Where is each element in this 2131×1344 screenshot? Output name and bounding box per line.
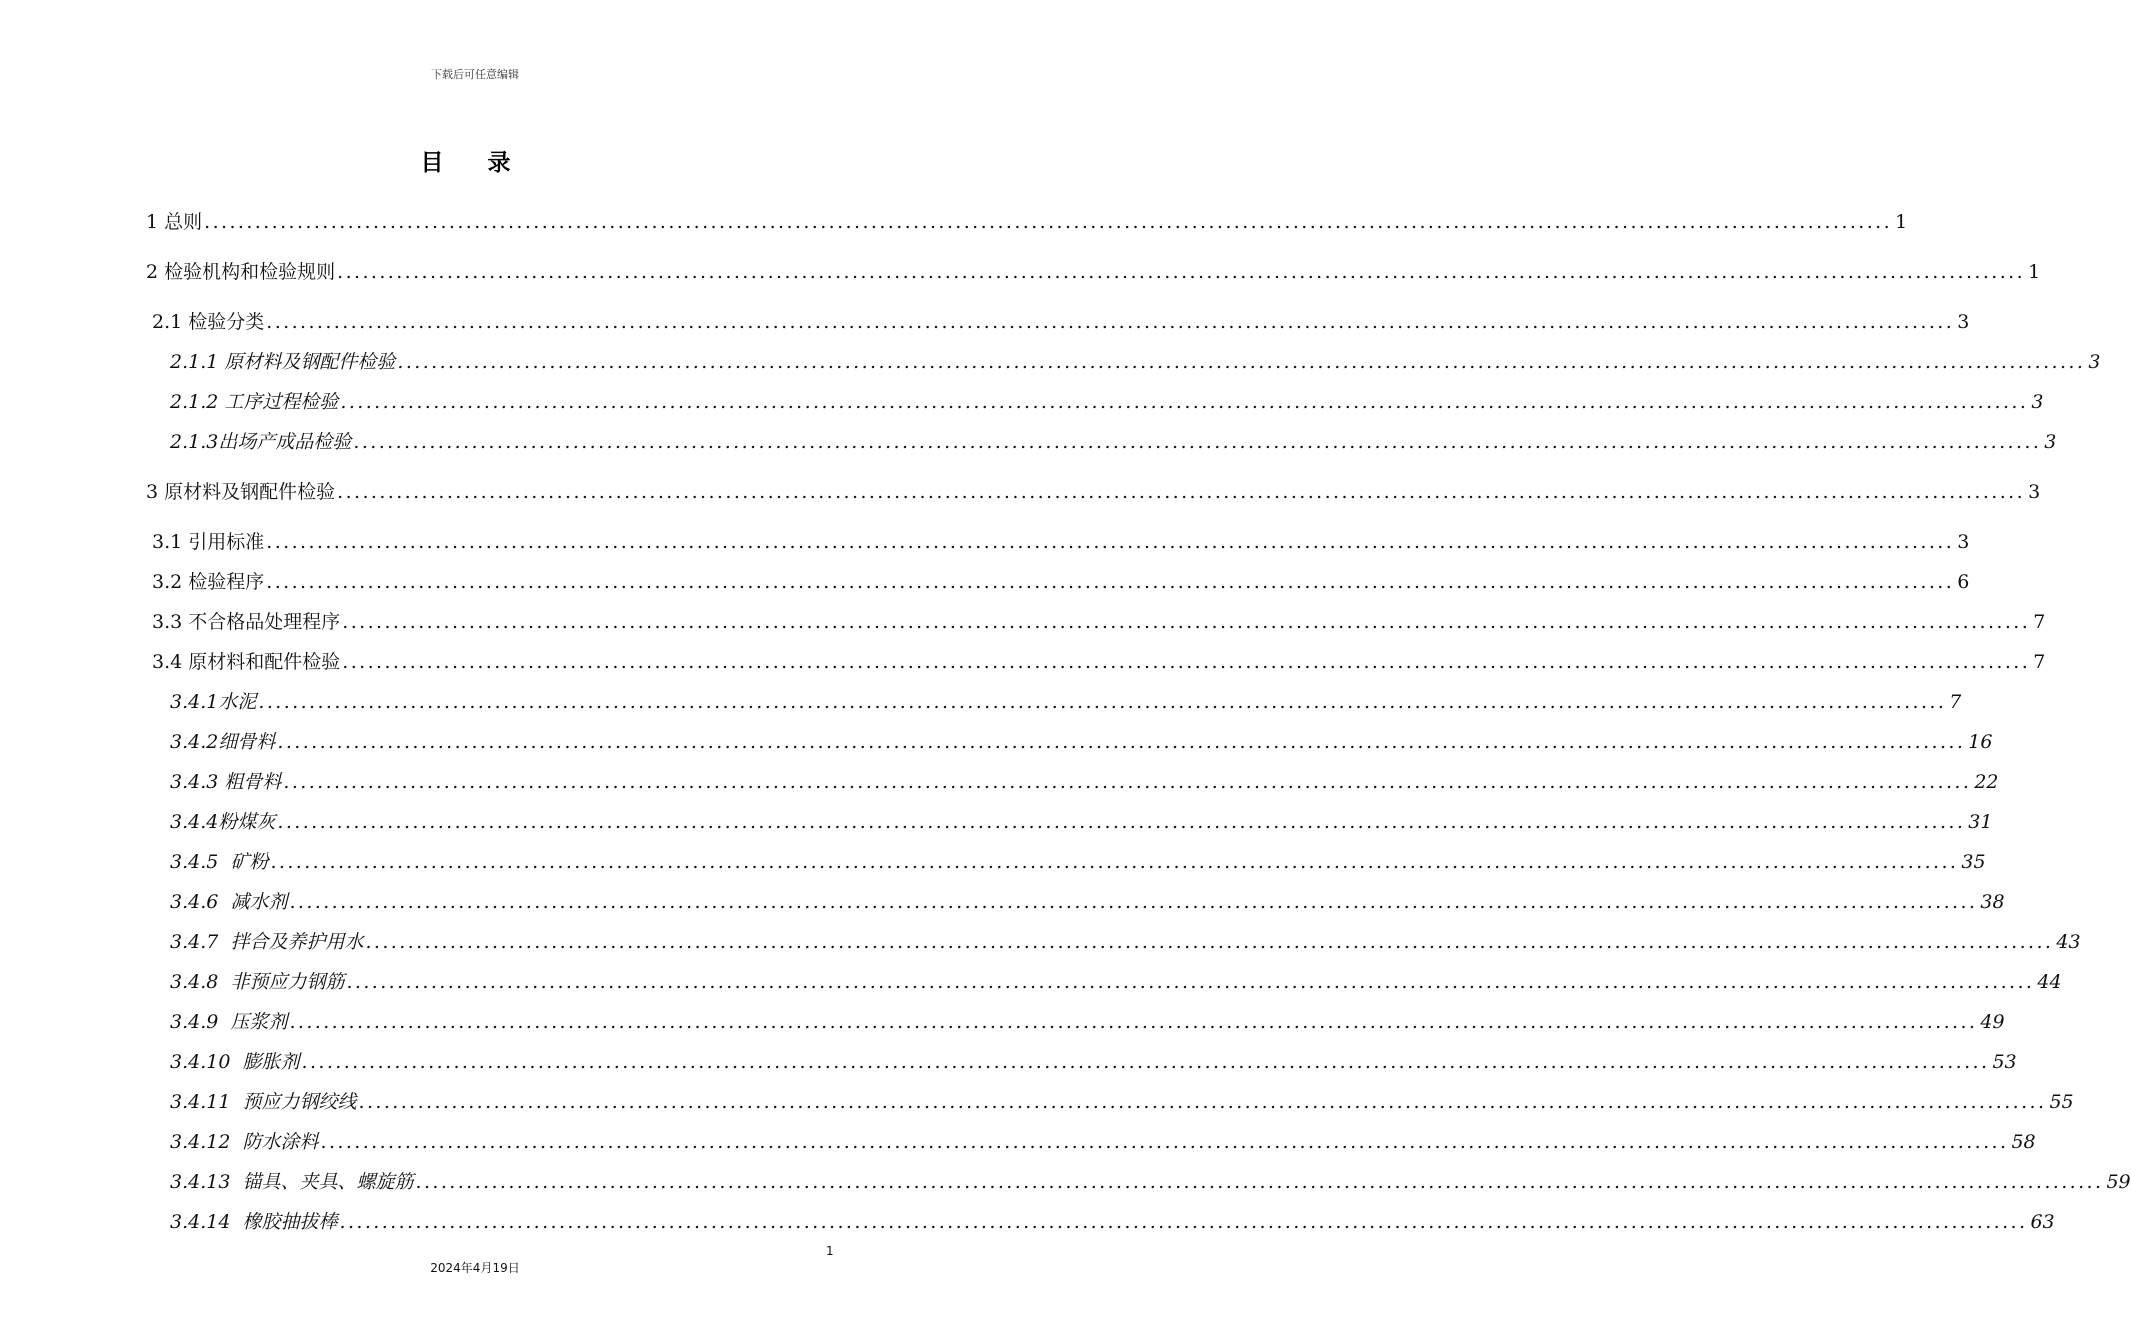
toc-dot-leader: ........................................................................................................................................................................................................ [277, 811, 1966, 833]
toc-entry-number: 3.4.11 [170, 1091, 243, 1113]
toc-entry-label: 原材料及钢配件检验 [224, 351, 396, 373]
toc-entry-label: 检验程序 [188, 571, 265, 593]
toc-entry-label: 检验机构和检验规则 [164, 261, 336, 283]
toc-entry[interactable] [152, 649, 2046, 675]
toc-entry-number: 3.4.4 [170, 811, 219, 833]
toc-entry-page: 7 [2033, 651, 2046, 673]
toc-entry-number: 3.4.6 [170, 891, 231, 913]
toc-entry[interactable] [170, 349, 2101, 375]
toc-entry-page: 35 [1961, 851, 1986, 873]
toc-dot-leader: ........................................................................................................................................................................................................ [266, 311, 1955, 333]
toc-entry-page: 31 [1968, 811, 1993, 833]
toc-entry[interactable] [170, 689, 1962, 715]
toc-entry-page: 55 [2049, 1091, 2074, 1113]
toc-entry-label: 检验分类 [188, 311, 265, 333]
toc-dot-leader: ........................................................................................................................................................................................................ [415, 1171, 2104, 1193]
toc-entry-label: 水泥 [218, 691, 257, 713]
toc-dot-leader: ........................................................................................................................................................................................................ [283, 771, 1972, 793]
toc-entry-number: 1 [146, 211, 165, 233]
toc-dot-leader: ........................................................................................................................................................................................................ [397, 351, 2086, 373]
toc-dot-leader: ........................................................................................................................................................................................................ [337, 481, 2026, 503]
toc-entry-page: 7 [2033, 611, 2046, 633]
toc-entry-page: 1 [1895, 211, 1908, 233]
toc-entry-number: 2.1.2 [170, 391, 225, 413]
toc-entry-number: 3.2 [152, 571, 189, 593]
toc-entry-page: 3 [1957, 531, 1970, 553]
toc-entry-number: 2.1.1 [170, 351, 225, 373]
toc-dot-leader: ........................................................................................................................................................................................................ [277, 731, 1966, 753]
toc-dot-leader: ........................................................................................................................................................................................................ [340, 391, 2029, 413]
toc-entry-page: 3 [2044, 431, 2057, 453]
toc-entry-number: 3.4.13 [170, 1171, 243, 1193]
toc-entry[interactable] [170, 1049, 2017, 1075]
toc-entry-label: 矿粉 [230, 851, 269, 873]
toc-entry[interactable] [152, 529, 1970, 555]
toc-entry-page: 7 [1949, 691, 1962, 713]
toc-entry-label: 引用标准 [188, 531, 265, 553]
toc-entry[interactable] [170, 769, 1999, 795]
toc-entry[interactable] [146, 259, 2041, 285]
toc-entry-label: 总则 [164, 211, 203, 233]
toc-entry[interactable] [152, 569, 1970, 595]
toc-entry-label: 非预应力钢筋 [230, 971, 345, 993]
toc-dot-leader: ........................................................................................................................................................................................................ [266, 531, 1955, 553]
toc-entry-label: 工序过程检验 [224, 391, 339, 413]
toc-entry-number: 3.4.12 [170, 1131, 243, 1153]
toc-entry-page: 44 [2037, 971, 2062, 993]
toc-entry-number: 3.4.7 [170, 931, 231, 953]
toc-entry-page: 58 [2011, 1131, 2036, 1153]
toc-entry-number: 3 [146, 481, 165, 503]
toc-entry-label: 拌合及养护用水 [230, 931, 364, 953]
toc-entry-label: 锚具、夹具、螺旋筋 [242, 1171, 414, 1193]
toc-entry[interactable] [170, 389, 2044, 415]
toc-entry[interactable] [170, 429, 2057, 455]
toc-entry-number: 3.3 [152, 611, 189, 633]
toc-entry-page: 3 [2028, 481, 2041, 503]
toc-entry-number: 3.1 [152, 531, 189, 553]
toc-entry-label: 膨胀剂 [242, 1051, 300, 1073]
toc-entry[interactable] [146, 479, 2041, 505]
toc-entry-number: 2.1.3 [170, 431, 219, 453]
toc-entry-number: 3.4.2 [170, 731, 219, 753]
toc-entry-page: 3 [2088, 351, 2101, 373]
footer-page-number: 1 [826, 1244, 834, 1258]
page-title: 目录 [420, 150, 555, 176]
toc-dot-leader: ........................................................................................................................................................................................................ [266, 571, 1955, 593]
toc-dot-leader: ........................................................................................................................................................................................................ [320, 1131, 2009, 1153]
toc-dot-leader: ........................................................................................................................................................................................................ [289, 1011, 1978, 1033]
toc-entry-number: 3.4.3 [170, 771, 225, 793]
toc-dot-leader: ........................................................................................................................................................................................................ [301, 1051, 1990, 1073]
toc-entry-label: 压浆剂 [230, 1011, 288, 1033]
toc-entry[interactable] [170, 849, 1986, 875]
toc-dot-leader: ........................................................................................................................................................................................................ [339, 1211, 2028, 1233]
toc-entry-label: 减水剂 [230, 891, 288, 913]
toc-entry-page: 6 [1957, 571, 1970, 593]
toc-entry-number: 2 [146, 261, 165, 283]
toc-dot-leader: ........................................................................................................................................................................................................ [365, 931, 2054, 953]
toc-entry[interactable] [170, 1129, 2036, 1155]
toc-entry-number: 3.4.9 [170, 1011, 231, 1033]
toc-dot-leader: ........................................................................................................................................................................................................ [289, 891, 1978, 913]
toc-entry[interactable] [170, 929, 2081, 955]
toc-dot-leader: ........................................................................................................................................................................................................ [337, 261, 2026, 283]
toc-entry-number: 3.4 [152, 651, 189, 673]
toc-entry-number: 3.4.14 [170, 1211, 243, 1233]
toc-entry-page: 59 [2106, 1171, 2131, 1193]
toc-dot-leader: ........................................................................................................................................................................................................ [346, 971, 2035, 993]
toc-entry-number: 3.4.1 [170, 691, 219, 713]
footer-date: 2024年4月19日 [430, 1261, 520, 1275]
toc-entry-label: 预应力钢绞线 [242, 1091, 357, 1113]
toc-entry-page: 63 [2030, 1211, 2055, 1233]
toc-dot-leader: ........................................................................................................................................................................................................ [353, 431, 2042, 453]
toc-dot-leader: ........................................................................................................................................................................................................ [358, 1091, 2047, 1113]
toc-entry-page: 16 [1968, 731, 1993, 753]
header-note: 下载后可任意编辑 [431, 68, 519, 81]
toc-entry-label: 细骨料 [218, 731, 276, 753]
toc-entry-page: 3 [1957, 311, 1970, 333]
toc-entry[interactable] [170, 1089, 2074, 1115]
toc-entry-number: 3.4.8 [170, 971, 231, 993]
toc-dot-leader: ........................................................................................................................................................................................................ [204, 211, 1893, 233]
toc-entry-label: 不合格品处理程序 [188, 611, 341, 633]
toc-entry[interactable] [152, 609, 2046, 635]
toc-entry-number: 3.4.5 [170, 851, 231, 873]
toc-entry[interactable] [170, 1009, 2005, 1035]
toc-entry[interactable] [170, 1209, 2055, 1235]
toc-entry[interactable] [146, 209, 1908, 235]
toc-dot-leader: ........................................................................................................................................................................................................ [342, 611, 2031, 633]
toc-entry-label: 粉煤灰 [218, 811, 276, 833]
toc-entry[interactable] [152, 309, 1970, 335]
toc-entry-label: 橡胶抽拔棒 [242, 1211, 338, 1233]
toc-entry-page: 49 [1980, 1011, 2005, 1033]
toc-entry-label: 防水涂料 [242, 1131, 319, 1153]
toc-entry-page: 22 [1974, 771, 1999, 793]
toc-entry-page: 1 [2028, 261, 2041, 283]
toc-entry[interactable] [170, 889, 2005, 915]
toc-entry-number: 2.1 [152, 311, 189, 333]
toc-entry-label: 原材料及钢配件检验 [164, 481, 336, 503]
toc-entry-label: 原材料和配件检验 [188, 651, 341, 673]
toc-entry-page: 3 [2031, 391, 2044, 413]
toc-entry-page: 38 [1980, 891, 2005, 913]
toc-dot-leader: ........................................................................................................................................................................................................ [258, 691, 1947, 713]
toc-entry-label: 出场产成品检验 [218, 431, 352, 453]
toc-dot-leader: ........................................................................................................................................................................................................ [270, 851, 1959, 873]
toc-entry[interactable] [170, 809, 1993, 835]
toc-entry[interactable] [170, 1169, 2131, 1195]
toc-entry[interactable] [170, 969, 2062, 995]
toc-entry-page: 53 [1992, 1051, 2017, 1073]
toc-entry-page: 43 [2056, 931, 2081, 953]
toc-entry[interactable] [170, 729, 1993, 755]
toc-entry-label: 粗骨料 [224, 771, 282, 793]
toc-entry-number: 3.4.10 [170, 1051, 243, 1073]
toc-dot-leader: ........................................................................................................................................................................................................ [342, 651, 2031, 673]
